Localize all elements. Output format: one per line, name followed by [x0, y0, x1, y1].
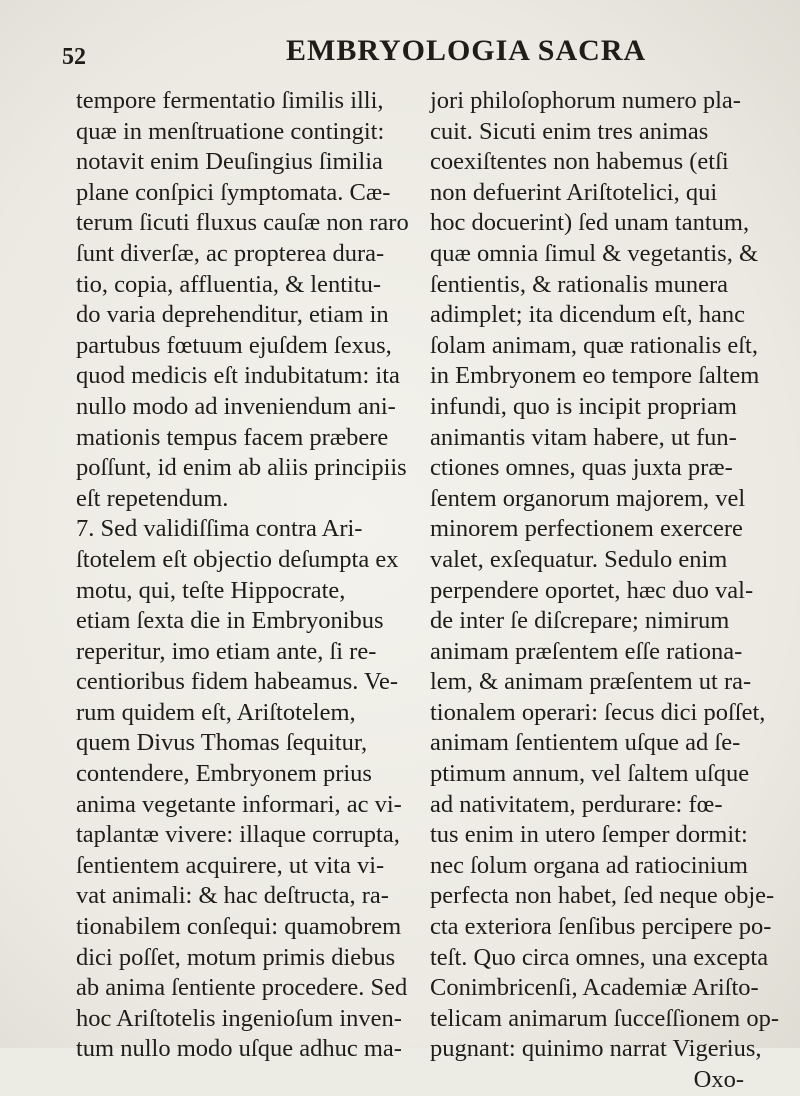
right-text-column	[430, 86, 782, 1096]
text-line: mationis tempus facem præbere	[76, 423, 389, 451]
text-line: hoc docuerint) ſed unam tantum,	[430, 209, 750, 237]
text-line: ſentientis, & rationalis munera	[430, 270, 729, 298]
text-line: animantis vitam habere, ut fun-	[430, 423, 737, 451]
page-number: 52	[62, 44, 86, 70]
text-line: poſſunt, id enim ab aliis principiis	[76, 454, 407, 482]
text-line: teſt. Quo circa omnes, una excepta	[430, 943, 769, 971]
text-line: ab anima ſentiente procedere. Sed	[76, 974, 408, 1002]
text-line: tus enim in utero ſemper dormit:	[430, 821, 748, 849]
text-line: taplantæ vivere: illaque corrupta,	[76, 821, 400, 849]
text-line: rum quidem eſt, Ariſtotelem,	[76, 698, 356, 726]
text-line: animam ſentientem uſque ad ſe-	[430, 729, 741, 757]
text-line: animam præſentem eſſe rationa-	[430, 637, 743, 665]
text-line: pugnant: quinimo narrat Vigerius,	[430, 1035, 762, 1063]
text-line: eſt repetendum.	[76, 484, 229, 512]
text-line: ctiones omnes, quas juxta præ-	[430, 454, 733, 482]
text-line: quæ in menſtruatione contingit:	[76, 117, 385, 145]
text-line: ſentem organorum majorem, vel	[430, 484, 746, 512]
text-line: tio, copia, affluentia, & lentitu-	[76, 270, 382, 298]
text-line: contendere, Embryonem prius	[76, 760, 372, 788]
text-line: in Embryonem eo tempore ſaltem	[430, 362, 760, 390]
text-line: valet, exſequatur. Sedulo enim	[430, 545, 728, 573]
text-line: cuit. Sicuti enim tres animas	[430, 117, 709, 145]
text-line: ſunt diverſæ, ac propterea dura-	[76, 239, 385, 267]
text-line: jori philoſophorum numero pla-	[430, 87, 741, 114]
text-line: tionalem operari: ſecus dici poſſet,	[430, 698, 766, 726]
text-line: cta exteriora ſenſibus percipere po-	[430, 913, 772, 941]
text-line: ptimum annum, vel ſaltem uſque	[430, 760, 750, 788]
text-line: de inter ſe diſcrepare; nimirum	[430, 607, 730, 635]
text-line: adimplet; ita dicendum eſt, hanc	[430, 301, 745, 329]
text-line: motu, qui, teſte Hippocrate,	[76, 576, 346, 604]
text-line: plane conſpici ſymptomata. Cæ-	[76, 178, 391, 206]
text-line: tionabilem conſequi: quamobrem	[76, 913, 402, 941]
text-line: telicam animarum ſucceſſionem op-	[430, 1004, 779, 1032]
text-line: do varia deprehenditur, etiam in	[76, 301, 389, 329]
text-line: 7. Sed validiſſima contra Ari-	[76, 515, 363, 543]
text-line: notavit enim Deuſingius ſimilia	[76, 148, 383, 176]
text-line: dici poſſet, motum primis diebus	[76, 943, 396, 971]
text-line: nec ſolum organa ad ratiocinium	[430, 851, 748, 879]
text-line: ſentientem acquirere, ut vita vi-	[76, 851, 385, 879]
text-line: coexiſtentes non habemus (etſi	[430, 148, 729, 176]
text-line: centioribus fidem habeamus. Ve-	[76, 668, 399, 696]
text-line: ſtotelem eſt objectio deſumpta ex	[76, 545, 399, 573]
text-line: ad nativitatem, perdurare: fœ-	[430, 790, 723, 818]
text-line: lem, & animam præſentem ut ra-	[430, 668, 752, 696]
text-line: non defuerint Ariſtotelici, qui	[430, 178, 718, 206]
catchword: Oxo-	[693, 1066, 744, 1093]
text-line: ſolam animam, quæ rationalis eſt,	[430, 331, 758, 359]
text-line: perfecta non habet, ſed neque obje-	[430, 882, 775, 910]
page-header	[62, 34, 782, 74]
text-line: terum ſicuti fluxus cauſæ non raro	[76, 209, 409, 237]
text-line: reperitur, imo etiam ante, ſi re-	[76, 637, 377, 665]
text-line: nullo modo ad inveniendum ani-	[76, 392, 396, 420]
text-line: quæ omnia ſimul & vegetantis, &	[430, 239, 758, 267]
text-line: perpendere oportet, hæc duo val-	[430, 576, 754, 604]
text-line: infundi, quo is incipit propriam	[430, 392, 737, 420]
running-head: EMBRYOLOGIA SACRA	[286, 34, 647, 67]
text-line: quod medicis eſt indubitatum: ita	[76, 362, 400, 390]
text-line: anima vegetante informari, ac vi-	[76, 790, 402, 818]
text-line: etiam ſexta die in Embryonibus	[76, 607, 384, 635]
text-line: quem Divus Thomas ſequitur,	[76, 729, 368, 757]
text-line: minorem perfectionem exercere	[430, 515, 743, 543]
left-text-column	[76, 86, 410, 1065]
text-line: hoc Ariſtotelis ingenioſum inven-	[76, 1004, 402, 1032]
text-line: vat animali: & hac deſtructa, ra-	[76, 882, 389, 910]
text-line: Conimbricenſi, Academiæ Ariſto-	[430, 974, 759, 1002]
text-line: partubus fœtuum ejuſdem ſexus,	[76, 331, 392, 359]
text-line: tempore fermentatio ſimilis illi,	[76, 87, 384, 114]
text-line: tum nullo modo uſque adhuc ma-	[76, 1035, 402, 1063]
